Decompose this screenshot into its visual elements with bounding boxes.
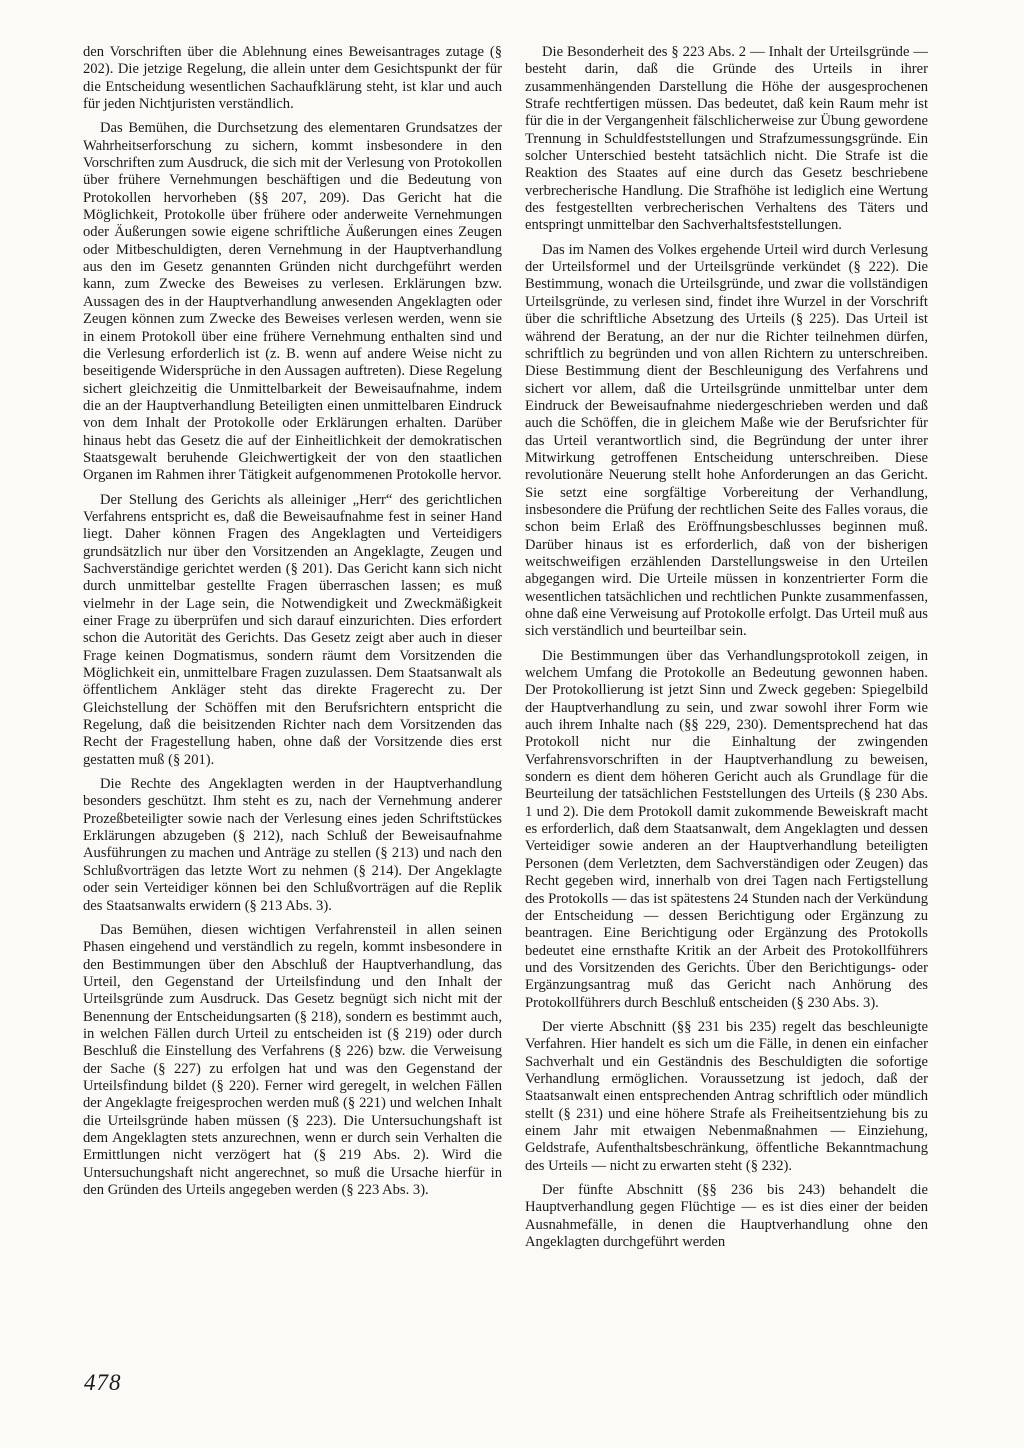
paragraph: den Vorschriften über die Ablehnung eines Beweisantrages zutage (§ 202). Die jetzige Regelung, die allein unter dem Gesichtspunkt der für die Entscheidung wesentlichen Sachaufklärung steht, ist klar und auch für jeden Nichtjuristen verständlich. [83, 44, 502, 113]
paragraph: Die Rechte des Angeklagten werden in der Hauptverhandlung besonders geschützt. Ihm steht es zu, nach der Vernehmung anderer Prozeßbeteiligter sowie nach der Verlesung eines jeden Schriftstückes Erklärungen abzugeben (§ 212), nach Schluß der Beweisaufnahme Ausführungen zu machen und Anträge zu stellen (§ 213) und nach den Schlußvorträgen das letzte Wort zu nehmen (§ 214). Der Angeklagte oder sein Verteidiger können bei den Schlußvorträgen auf die Replik des Staatsanwalts erwidern (§ 213 Abs. 3). [83, 776, 502, 914]
page-number: 478 [84, 1370, 122, 1395]
paragraph: Das im Namen des Volkes ergehende Urteil wird durch Verlesung der Urteilsformel und der Urteilsgründe verkündet (§ 222). Die Bestimmung, wonach die Urteilsgründe, und zwar die vollständigen Urteilsgründe, zu verlesen sind, findet ihre Wurzel in der Vorschrift über die schriftliche Absetzung des Urteils (§ 225). Das Urteil ist während der Beratung, an der nur die Richter teilnehmen dürfen, schriftlich zu begründen und von allen Richtern zu unterschreiben. Diese Bestimmung dient der Beschleunigung des Verfahrens und sichert vor allem, daß die Urteilsgründe unmittelbar unter dem Eindruck der Beweisaufnahme niedergeschrieben werden und daß auch die Schöffen, die in gleichem Maße wie der Berufsrichter für das Urteil verantwortlich sind, die Begründung der unter ihrer Mitwirkung getroffenen Entscheidung unterschreiben. Diese revolutionäre Neuerung stellt hohe Anforderungen an das Gericht. Sie setzt eine sorgfältige Vorbereitung der Verhandlung, insbesondere die Prüfung der rechtlichen Seite des Falles voraus, die schon beim Erlaß des Eröffnungsbeschlusses beginnen muß. Darüber hinaus ist es erforderlich, daß von der bisherigen weitschweifigen erzählenden Darstellungsweise in den Urteilen abgegangen wird. Die Urteile müssen in konzentrierter Form die wesentlichen tatsächlichen und rechtlichen Punkte zusammenfassen, ohne daß eine Verweisung auf Protokolle erfolgt. Das Urteil muß aus sich verständlich und beurteilbar sein. [525, 241, 928, 640]
paragraph: Die Bestimmungen über das Verhandlungsprotokoll zeigen, in welchem Umfang die Protokolle an Bedeutung gewonnen haben. Der Protokollierung ist jetzt Sinn und Zweck gegeben: Spiegelbild der Hauptverhandlung zu sein, und zwar sowohl ihrer Form wie auch ihrem Inhalte nach (§§ 229, 230). Dementsprechend hat das Protokoll nicht nur die Einhaltung der zwingenden Verfahrensvorschriften in der Hauptverhandlung zu beweisen, sondern es dient dem höheren Gericht auch als Grundlage für die Beurteilung der tatsächlichen Feststellungen des Urteils (§ 230 Abs. 1 und 2). Die dem Protokoll damit zukommende Beweiskraft macht es erforderlich, daß dem Staatsanwalt, dem Angeklagten und dessen Verteidiger sowie anderen an der Hauptverhandlung beteiligten Personen (dem Verletzten, dem Sachverständigen oder Zeugen) das Recht gegeben wird, innerhalb von drei Tagen nach Fertigstellung des Protokolls — das ist spätestens 24 Stunden nach der Verkündung der Entscheidung — dessen Berichtigung oder Ergänzung zu beantragen. Eine Berichtigung oder Ergänzung des Protokolls bedeutet eine ernsthafte Kritik an der Arbeit des Protokollführers und des Vorsitzenden des Gerichts. Über den Berichtigungs- oder Ergänzungsantrag muß das Gericht nach Anhörung des Protokollführers durch Beschluß entscheiden (§ 230 Abs. 3). [525, 647, 928, 1011]
left-column [83, 44, 502, 1206]
paragraph: Die Besonderheit des § 223 Abs. 2 — Inhalt der Urteilsgründe — besteht darin, daß die Gründe des Urteils in ihrer zusammenhängenden Darstellung die Höhe der ausgesprochenen Strafe rechtfertigen müssen. Das bedeutet, daß kein Raum mehr ist für die in der Vergangenheit fälschlicherweise zur Übung gewordene Trennung in Schuldfeststellungen und Strafzumessungsgründe. Ein solcher Unterschied besteht tatsächlich nicht. Die Strafe ist die Reaktion des Staates auf eine durch das Gesetz beschriebene verbrecherische Handlung. Die Strafhöhe ist lediglich eine Wertung des festgestellten verbrecherischen Verhaltens des Täters und entspringt unmittelbar den Sachverhaltsfeststellungen. [525, 44, 928, 234]
paragraph: Der Stellung des Gerichts als alleiniger „Herr“ des gerichtlichen Verfahrens entspricht es, daß die Beweisaufnahme fest in seiner Hand liegt. Daher können Fragen des Angeklagten und Verteidigers grundsätzlich nur über den Vorsitzenden an Angeklagte, Zeugen und Sachverständige gerichtet werden (§ 201). Das Gericht kann sich nicht durch unmittelbar gestellte Fragen überraschen lassen; es muß vielmehr in der Lage sein, die Notwendigkeit und Zweckmäßigkeit einer Frage zu überprüfen und sich darauf einzurichten. Dies erfordert schon die Autorität des Gerichts. Das Gesetz zeigt aber auch in dieser Frage keinen Dogmatismus, sondern räumt dem Vorsitzenden die Möglichkeit ein, unmittelbare Fragen zuzulassen. Dem Staatsanwalt als öffentlichem Ankläger steht das direkte Fragerecht zu. Der Gleichstellung der Schöffen mit den Berufsrichtern entspricht die Regelung, daß die beisitzenden Richter nach dem Vorsitzenden das Recht der Fragestellung haben, ohne daß der Vorsitzende dies erst gestatten muß (§ 201). [83, 491, 502, 768]
right-column [525, 44, 928, 1258]
paragraph: Der vierte Abschnitt (§§ 231 bis 235) regelt das beschleunigte Verfahren. Hier handelt es sich um die Fälle, in denen ein einfacher Sachverhalt und ein Geständnis des Beschuldigten die sofortige Verhandlung ermöglichen. Voraussetzung ist jedoch, daß der Staatsanwalt einen entsprechenden Antrag schriftlich oder mündlich stellt (§ 231) und eine höhere Strafe als Freiheitsentziehung bis zu einem Jahr mit etwaigen Nebenmaßnahmen — Einziehung, Geldstrafe, Aufenthaltsbeschränkung, öffentliche Bekanntmachung des Urteils — nicht zu erwarten steht (§ 232). [525, 1018, 928, 1174]
paragraph: Das Bemühen, die Durchsetzung des elementaren Grundsatzes der Wahrheitserforschung zu sichern, kommt insbesondere in den Vorschriften zum Ausdruck, die sich mit der Verlesung von Protokollen über frühere Vernehmungen beschäftigen und die Bedeutung von Protokollen hervorheben (§§ 207, 209). Das Gericht hat die Möglichkeit, Protokolle über frühere oder anderweite Vernehmungen oder Äußerungen sowie eigene schriftliche Äußerungen eines Zeugen oder Mitbeschuldigten, deren Vernehmung in der Hauptverhandlung aus den im Gesetz genannten Gründen nicht durchgeführt werden kann, zum Zwecke des Beweises zu verlesen. Erklärungen bzw. Aussagen des in der Hauptverhandlung anwesenden Angeklagten oder Zeugen können zum Zwecke des Beweises verlesen werden, wenn sie in einem Protokoll über eine frühere Vernehmung enthalten sind und die Verlesung erforderlich ist (z. B. wenn auf andere Weise nicht zu beseitigende Widersprüche in den Aussagen auftreten). Diese Regelung sichert gleichzeitig die Unmittelbarkeit der Beweisaufnahme, indem die an der Hauptverhandlung Beteiligten einen unmittelbaren Eindruck von dem Inhalt der Protokolle oder Erklärungen erhalten. Darüber hinaus hebt das Gesetz die auf der Einheitlichkeit der demokratischen Staatsgewalt beruhende Gleichwertigkeit der von den staatlichen Organen im Rahmen ihrer Tätigkeit aufgenommenen Protokolle hervor. [83, 120, 502, 484]
paragraph: Das Bemühen, diesen wichtigen Verfahrensteil in allen seinen Phasen eingehend und verständlich zu regeln, kommt insbesondere in den Bestimmungen über den Abschluß der Hauptverhandlung, das Urteil, den Gegenstand der Urteilsfindung und den Inhalt der Urteilsgründe zum Ausdruck. Das Gesetz begnügt sich nicht mit der Benennung der Entscheidungsarten (§ 218), sondern es bestimmt auch, in welchen Fällen durch Urteil zu entscheiden ist (§ 219) oder durch Beschluß die Einstellung des Verfahrens (§ 226) bzw. die Verweisung der Sache (§ 227) zu erfolgen hat und was den Gegenstand der Urteilsfindung bildet (§ 220). Ferner wird geregelt, in welchen Fällen der Angeklagte freigesprochen werden muß (§ 221) und welchen Inhalt die Urteilsgründe haben müssen (§ 223). Die Untersuchungshaft ist dem Angeklagten stets anzurechnen, wenn er durch sein Verhalten die Ermittlungen nicht verzögert hat (§ 219 Abs. 2). Wird die Untersuchungshaft nicht angerechnet, so muß die Ursache hierfür in den Gründen des Urteils angegeben werden (§ 223 Abs. 3). [83, 921, 502, 1198]
paragraph: Der fünfte Abschnitt (§§ 236 bis 243) behandelt die Hauptverhandlung gegen Flüchtige — es ist dies einer der beiden Ausnahmefälle, in denen die Hauptverhandlung ohne den Angeklagten durchgeführt werden [525, 1182, 928, 1251]
